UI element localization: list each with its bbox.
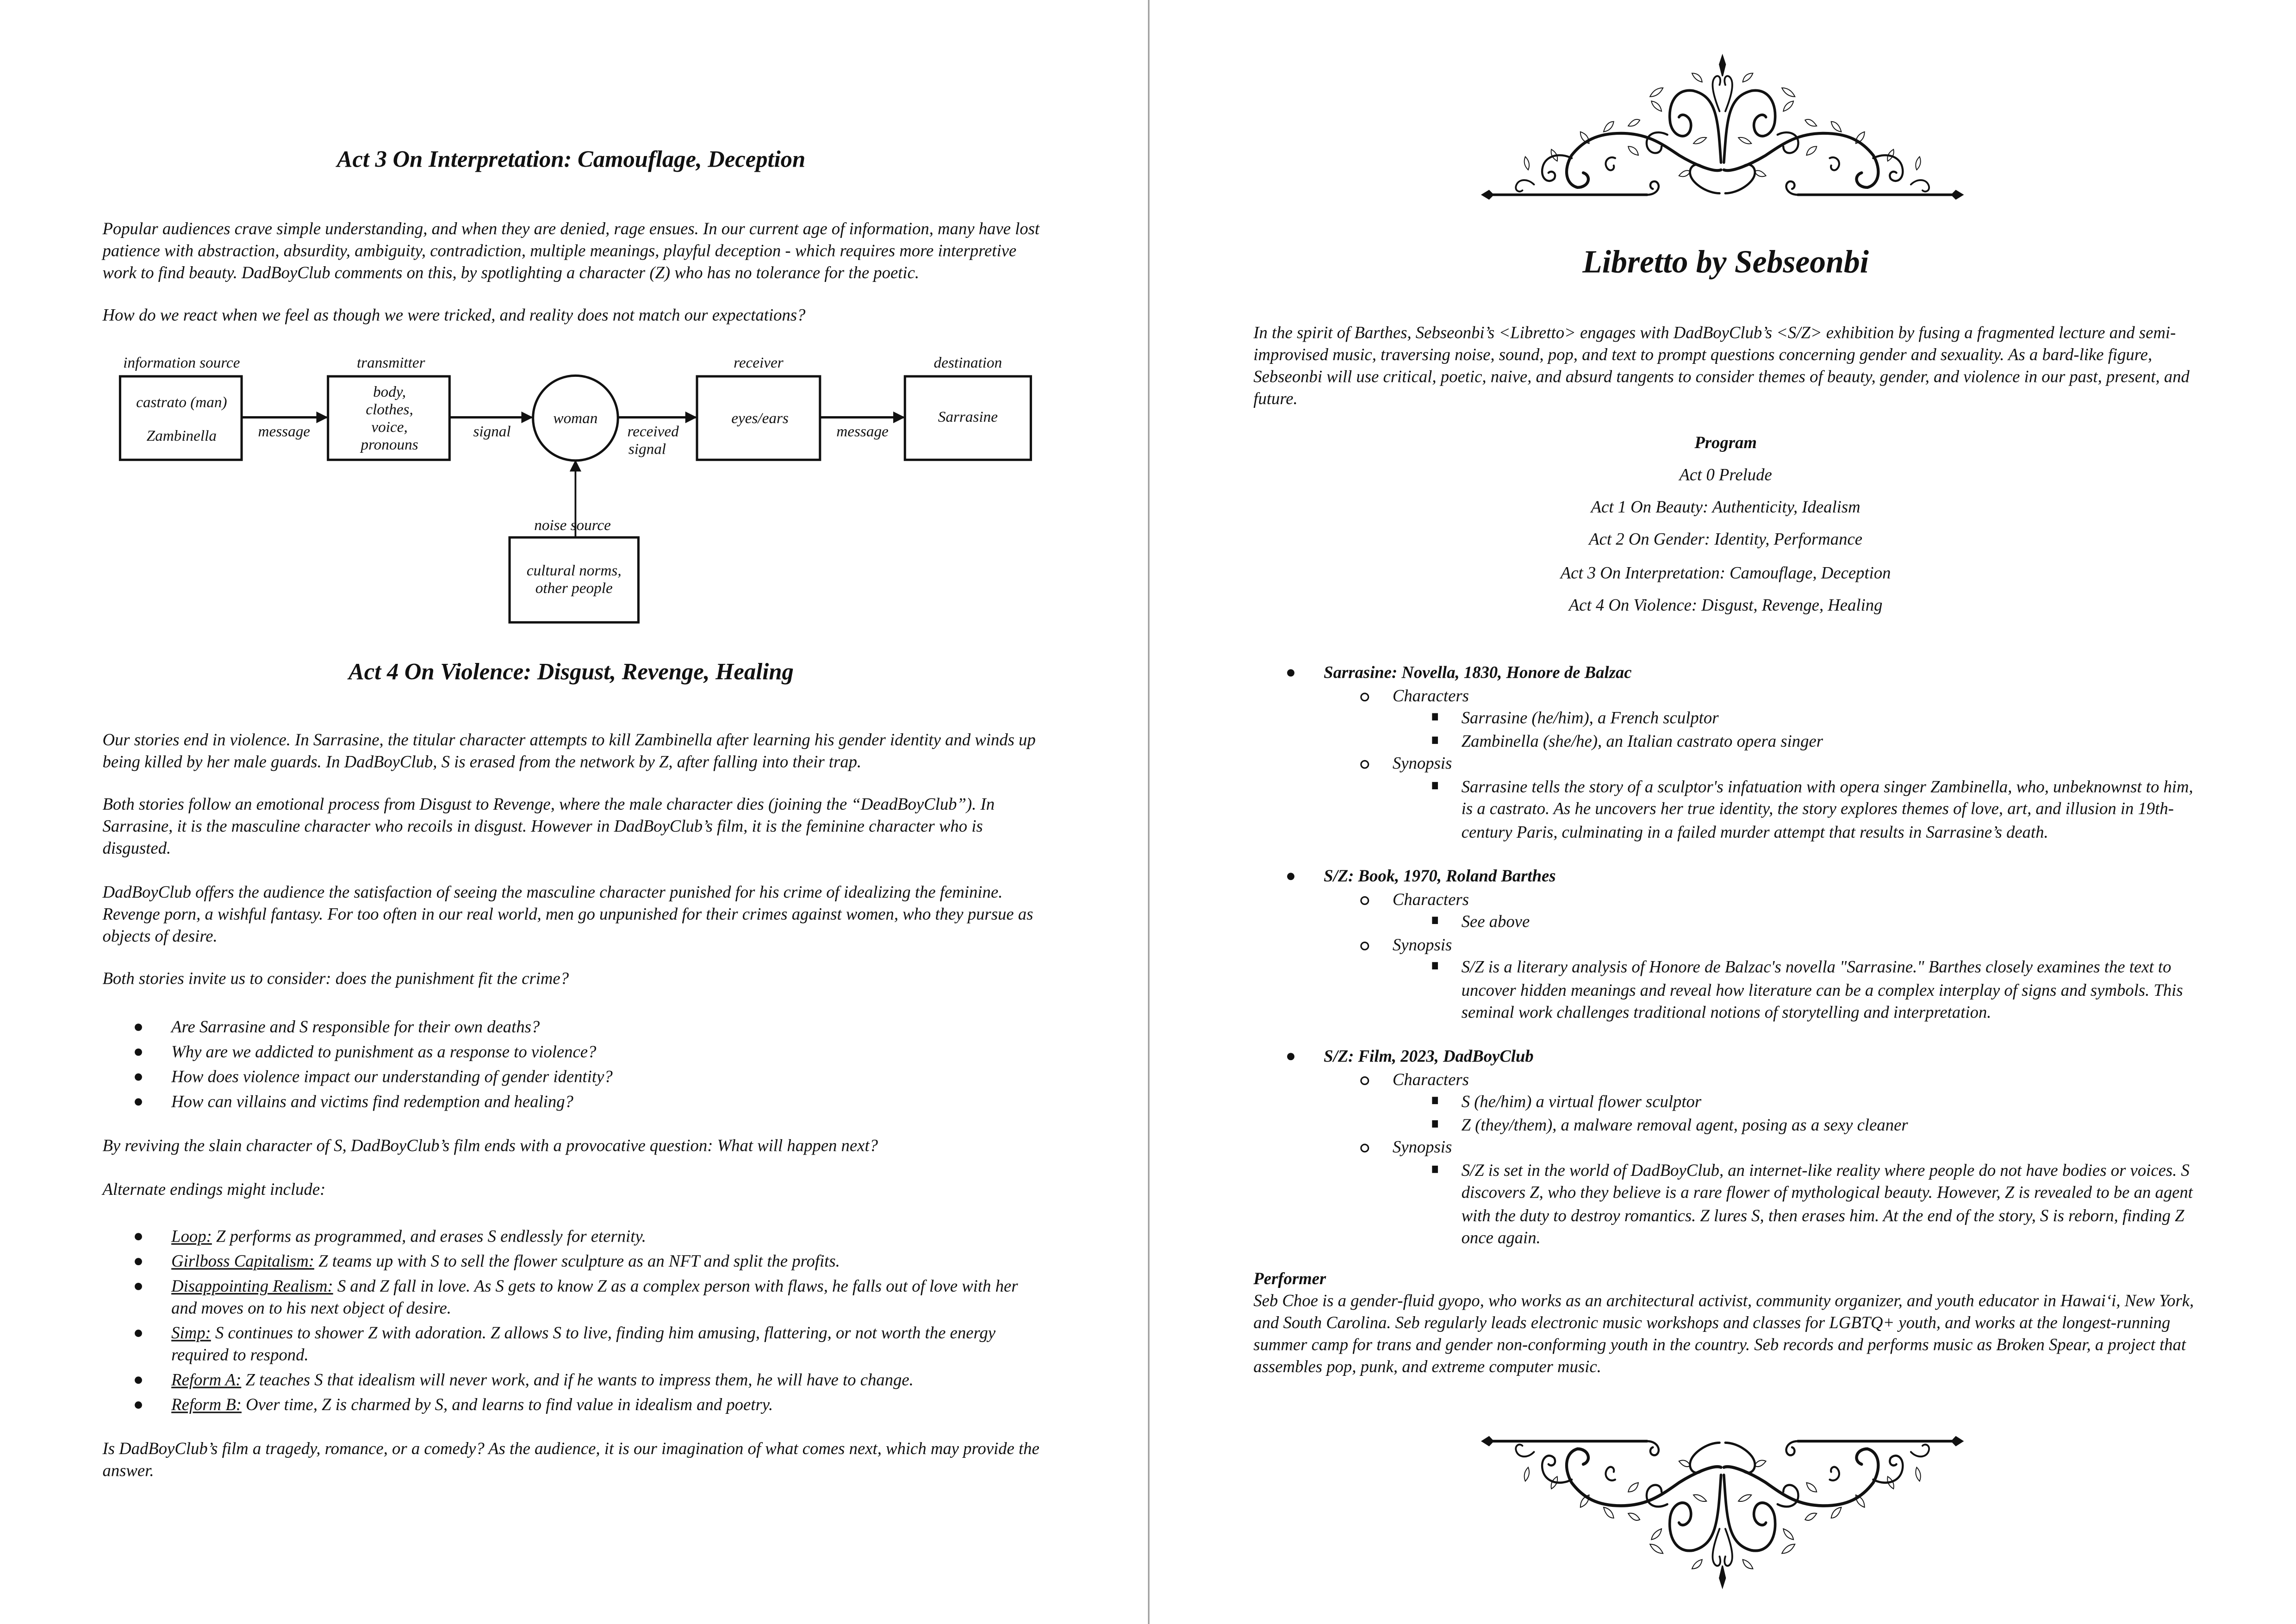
- source-line-1: castrato (man): [136, 394, 227, 411]
- libretto-title: Libretto by Sebseonbi: [1582, 243, 1869, 280]
- act3-title: Act 3 On Interpretation: Camouflage, Deception: [336, 148, 806, 173]
- work-sarrasine: [1253, 662, 2205, 843]
- transmitter-line-2: clothes,: [366, 401, 413, 418]
- noise-line-1: cultural norms,: [526, 562, 622, 580]
- character-item: See above: [1253, 911, 2205, 934]
- ending-label: Loop:: [171, 1227, 212, 1246]
- woman-label: woman: [553, 410, 598, 427]
- edge-label-received: received: [627, 423, 679, 440]
- characters-label: Characters: [1253, 1068, 2205, 1091]
- edge-label-signal: signal: [473, 423, 511, 440]
- transmitter-line-1: body,: [373, 383, 406, 401]
- closing-paragraph: Is DadBoyClub’s film a tragedy, romance, or a comedy? As the audience, it is our imagination of what comes next, which may provide the answer.: [102, 1439, 1039, 1480]
- label-noise-source: noise source: [534, 517, 611, 534]
- act3-question: How do we react when we feel as though we were tricked, and reality does not match our expectations?: [102, 306, 806, 325]
- program-item: Act 0 Prelude: [1679, 465, 1772, 485]
- character-item: Z (they/them), a malware removal agent, posing as a sexy cleaner: [1253, 1114, 2205, 1137]
- source-line-2: Zambinella: [146, 427, 217, 445]
- act3-paragraph: Popular audiences crave simple understanding, and when they are denied, rage ensues. In our current age of information, many have lost patience with abstraction, absurdity, ambiguity, contradiction, multiple meanings, playful deception - which requires more interpretive work to find beauty. DadBoyClub comments on this, by spotlighting a character (Z) who has no tolerance for the poetic.: [102, 219, 1040, 283]
- performer-heading: Performer: [1253, 1269, 1326, 1289]
- ending-text: Z teaches S that idealism will never work, and if he wants to impress them, he will have to change.: [241, 1370, 914, 1390]
- program-item: Act 3 On Interpretation: Camouflage, Deception: [1560, 563, 1891, 583]
- list-item: Are Sarrasine and S responsible for their own deaths?: [102, 1016, 1039, 1038]
- edge-label-received-signal: signal: [628, 440, 666, 458]
- program-item: Act 1 On Beauty: Authenticity, Idealism: [1591, 498, 1860, 517]
- bottom-floral-ornament: [1482, 1437, 1963, 1587]
- act4-paragraph-3: DadBoyClub offers the audience the satisfaction of seeing the masculine character punished for his crime of idealizing the feminine. Revenge porn, a wishful fantasy. For too often in our real world, men go unpunished for their crimes against women, who they pursue as objects of desire.: [102, 883, 1033, 946]
- ending-text: S and Z fall in love. As S gets to know Z as a complex person with flaws, he falls out of love with her and moves on to his next object of desire.: [171, 1277, 1018, 1318]
- synopsis-label: Synopsis: [1253, 1137, 2205, 1159]
- work-heading: S/Z: Book, 1970, Roland Barthes: [1253, 865, 2205, 888]
- work-heading: S/Z: Film, 2023, DadBoyClub: [1253, 1046, 2205, 1068]
- characters-label: Characters: [1253, 888, 2205, 911]
- edge-label-message-1: message: [258, 423, 311, 440]
- ending-label: Reform B:: [171, 1395, 242, 1415]
- program-item: Act 4 On Violence: Disgust, Revenge, Healing: [1568, 596, 1883, 615]
- work-heading: Sarrasine: Novella, 1830, Honore de Balzac: [1253, 662, 2205, 685]
- transmitter-line-3: voice,: [371, 418, 408, 436]
- list-item: How does violence impact our understanding of gender identity?: [102, 1066, 1039, 1088]
- program-item: Act 2 On Gender: Identity, Performance: [1589, 530, 1863, 550]
- ending-text: S continues to shower Z with adoration. Z allows S to live, finding him amusing, flattering, or not worth the energy required to respond.: [171, 1324, 996, 1365]
- work-sz-film: [1253, 1046, 2205, 1250]
- character-item: S (he/him) a virtual flower sculptor: [1253, 1091, 2205, 1114]
- list-item: Why are we addicted to punishment as a response to violence?: [102, 1041, 1039, 1063]
- endings-intro: Alternate endings might include:: [102, 1180, 326, 1199]
- ending-label: Girlboss Capitalism:: [171, 1252, 315, 1271]
- act4-paragraph-2: Both stories follow an emotional process from Disgust to Revenge, where the male character dies (joining the “DeadBoyClub”). In Sarrasine, it is the masculine character who recoils in disgust. However in DadBoyClub’s film, it is the feminine character who is disgusted.: [102, 795, 995, 858]
- program-heading: Program: [1694, 433, 1757, 453]
- act4-paragraph-1: Our stories end in violence. In Sarrasine, the titular character attempts to kill Zambinella after learning his gender identity and winds up being killed by her male guards. In DadBoyClub, S is erased from the network by Z, after falling into their trap.: [102, 731, 1036, 772]
- label-transmitter: transmitter: [356, 354, 425, 371]
- act4-title: Act 4 On Violence: Disgust, Revenge, Healing: [348, 660, 794, 686]
- transmitter-line-4: pronouns: [361, 436, 418, 454]
- destination-box-label: Sarrasine: [938, 408, 998, 426]
- label-receiver: receiver: [734, 354, 784, 371]
- receiver-box-label: eyes/ears: [731, 410, 789, 427]
- characters-label: Characters: [1253, 685, 2205, 707]
- top-floral-ornament: [1482, 56, 1963, 199]
- synopsis-text: Sarrasine tells the story of a sculptor's infatuation with opera singer Zambinella, who, unbeknownst to him, is a castrato. As he uncovers her true identity, the story explores themes of love, art, and illusion in 19th-century Paris, culminating in a failed murder attempt that results in Sarrasine’s death.: [1253, 775, 2205, 843]
- noise-line-2: other people: [535, 580, 613, 597]
- work-sz-book: [1253, 865, 2205, 1024]
- ending-label: Disappointing Realism:: [171, 1277, 333, 1296]
- ending-text: Z performs as programmed, and erases S endlessly for eternity.: [212, 1227, 646, 1246]
- label-destination: destination: [933, 354, 1002, 371]
- reviving-paragraph: By reviving the slain character of S, DadBoyClub’s film ends with a provocative question: What will happen next?: [102, 1136, 878, 1156]
- synopsis-label: Synopsis: [1253, 753, 2205, 775]
- ending-label: Reform A:: [171, 1370, 242, 1390]
- synopsis-text: S/Z is a literary analysis of Honore de Balzac's novella "Sarrasine." Barthes closely examines the text to uncover hidden meanings and reveal how literature can be a complex interplay of signs and symbols. This seminal work challenges traditional notions of storytelling and interpretation.: [1253, 956, 2205, 1024]
- synopsis-text: S/Z is set in the world of DadBoyClub, an internet-like reality where people do not have bodies or voices. S discovers Z, who they believe is a rare flower of mythological beauty. However, Z is revealed to be an agent with the duty to destroy romantics. Z lures S, then erases him. At the end of the story, S is reborn, finding Z once again.: [1253, 1159, 2205, 1250]
- label-information-source: information source: [123, 354, 240, 371]
- intro-paragraph: In the spirit of Barthes, Sebseonbi’s <Libretto> engages with DadBoyClub’s <S/Z> exhibition by fusing a fragmented lecture and semi-improvised music, traversing noise, sound, pop, and text to prompt questions concerning gender and sexuality. As a bard-like figure, Sebseonbi will use critical, poetic, naive, and absurd tangents to consider themes of beauty, gender, and violence in our past, present, and future.: [1253, 324, 2190, 409]
- character-item: Zambinella (she/he), an Italian castrato opera singer: [1253, 730, 2205, 753]
- ending-text: Z teams up with S to sell the flower sculpture as an NFT and split the profits.: [314, 1252, 840, 1271]
- synopsis-label: Synopsis: [1253, 934, 2205, 956]
- edge-label-message-2: message: [836, 423, 889, 440]
- ending-text: Over time, Z is charmed by S, and learns to find value in idealism and poetry.: [241, 1395, 773, 1415]
- act4-paragraph-4: Both stories invite us to consider: does the punishment fit the crime?: [102, 969, 569, 989]
- list-item: How can villains and victims find redemption and healing?: [102, 1091, 1039, 1113]
- character-item: Sarrasine (he/him), a French sculptor: [1253, 707, 2205, 730]
- ending-label: Simp:: [171, 1324, 211, 1343]
- performer-bio: Seb Choe is a gender-fluid gyopo, who works as an architectural activist, community organizer, and youth educator in Hawaiʻi, New York, and South Carolina. Seb regularly leads electronic music workshops and classes for LGBTQ+ youth, and works at the longest-running summer camp for trans and gender non-conforming youth in the country. Seb records and performs music as Broken Spear, a project that assembles pop, punk, and extreme computer music.: [1253, 1291, 2194, 1377]
